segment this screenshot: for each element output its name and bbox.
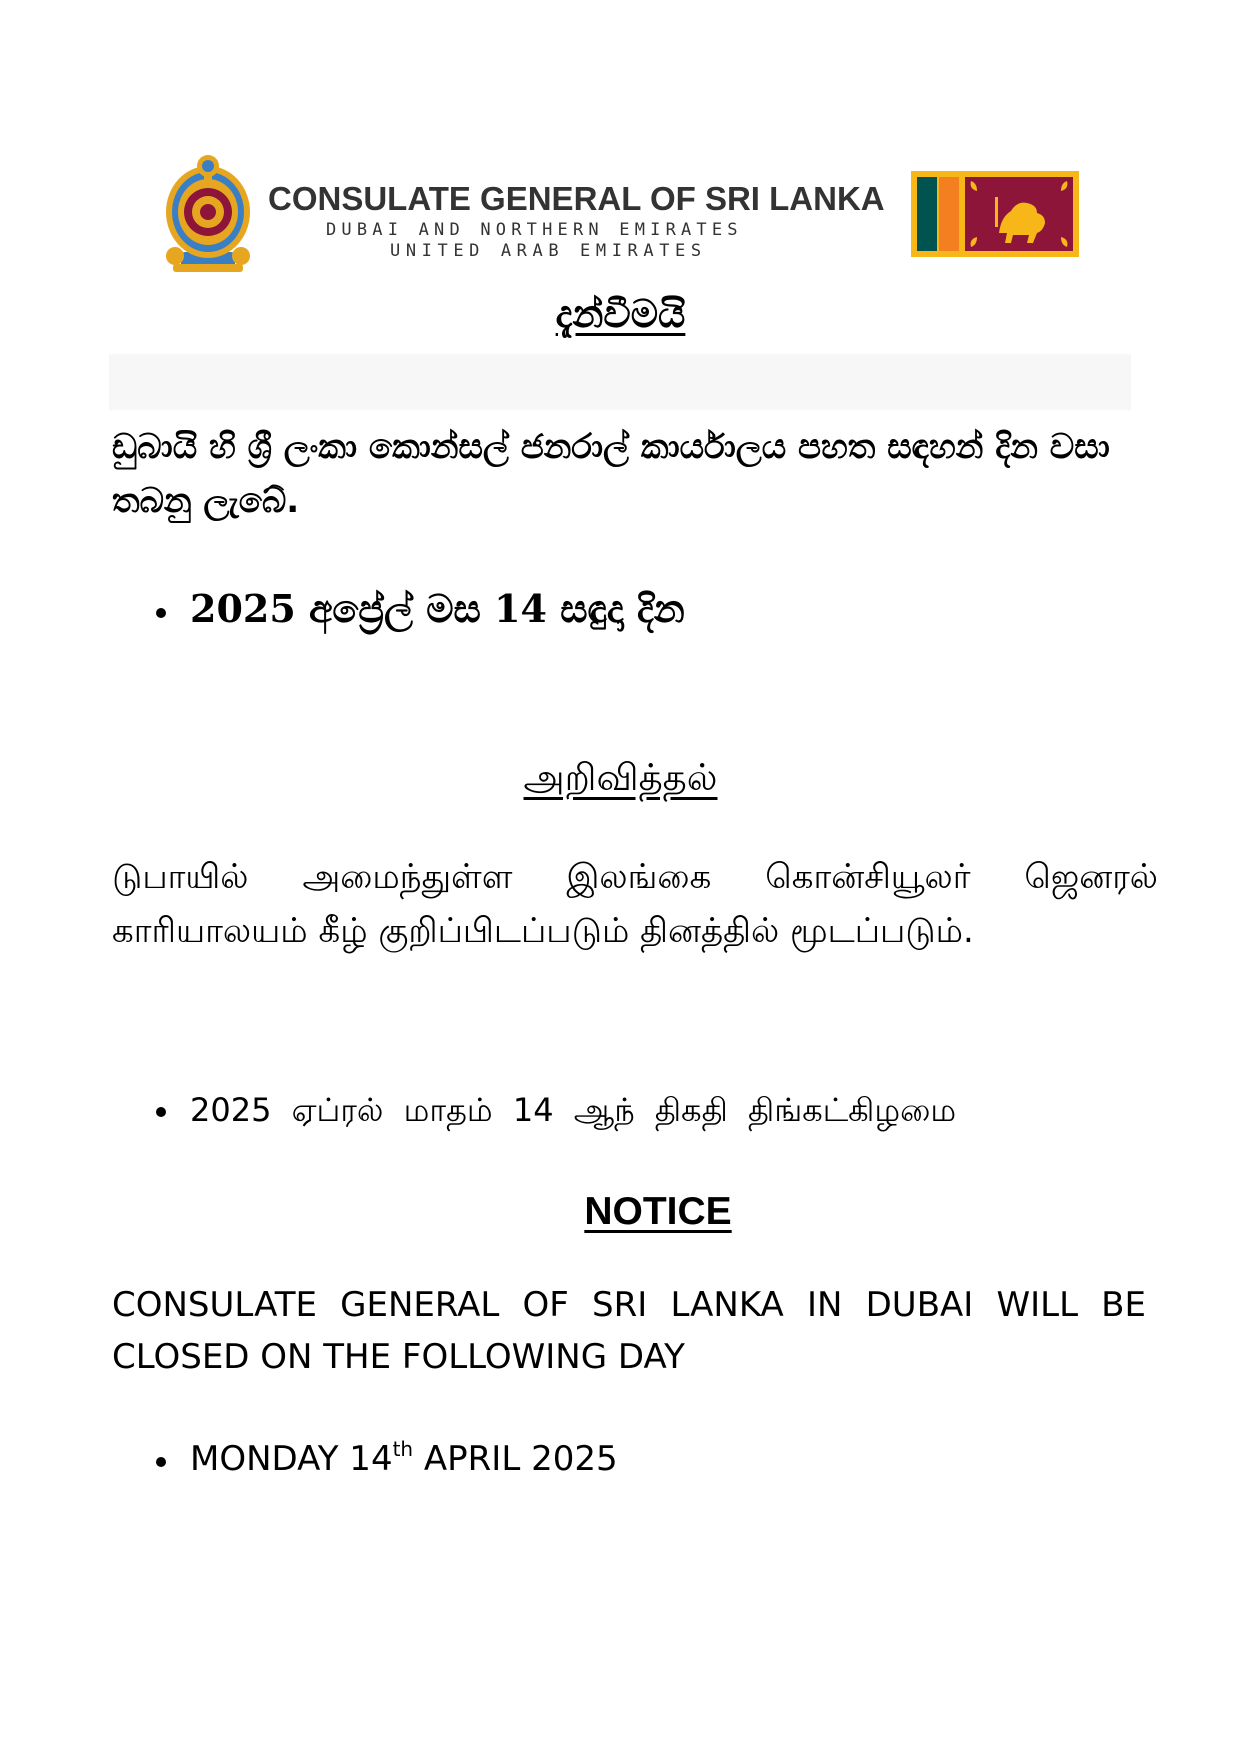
organization-subtitle-line2: UNITED ARAB EMIRATES <box>390 241 707 261</box>
organization-subtitle-line1: DUBAI AND NORTHERN EMIRATES <box>326 220 743 240</box>
bullet-icon <box>156 608 166 618</box>
english-notice-paragraph: CONSULATE GENERAL OF SRI LANKA IN DUBAI WILL BE CLOSED ON THE FOLLOWING DAY <box>112 1285 1146 1377</box>
closure-date-month-year: APRIL 2025 <box>413 1439 618 1479</box>
bullet-icon <box>156 1107 166 1117</box>
sinhala-closure-date: 2025 අප්‍රේල් මස 14 සඳුදා දින <box>190 586 685 631</box>
tamil-notice-paragraph: டுபாயில் அமைந்துள்ள இலங்கை கொன்சியூலர் ஜெனரல் காரியாலயம் கீழ் குறிப்பிடப்படும் தினத்தில் மூடப்படும். <box>112 857 1158 951</box>
organization-title: CONSULATE GENERAL OF SRI LANKA <box>268 180 885 217</box>
sinhala-notice-heading: දැන්වීමයි <box>555 292 686 336</box>
english-notice-heading: NOTICE <box>584 1190 732 1233</box>
sri-lanka-flag-icon <box>911 171 1079 257</box>
sinhala-notice-paragraph: ඩුබායි හි ශ්‍රී ලංකා කොන්සල් ජනරාල් කාර්යාලය පහත සඳහන් දින වසා තබනු ලැබේ. <box>112 427 1110 521</box>
english-closure-date <box>190 1437 618 1479</box>
bullet-icon <box>156 1457 166 1467</box>
tamil-notice-heading: அறிவித்தல் <box>523 756 718 799</box>
closure-date-ordinal-suffix: th <box>392 1437 414 1461</box>
tamil-closure-date: 2025 ஏப்ரல் மாதம் 14 ஆந் திகதி திங்கட்கிழமை <box>190 1091 957 1129</box>
shaded-band <box>109 354 1131 410</box>
sri-lanka-emblem-icon <box>163 152 253 276</box>
closure-date-day: MONDAY 14 <box>190 1439 393 1479</box>
